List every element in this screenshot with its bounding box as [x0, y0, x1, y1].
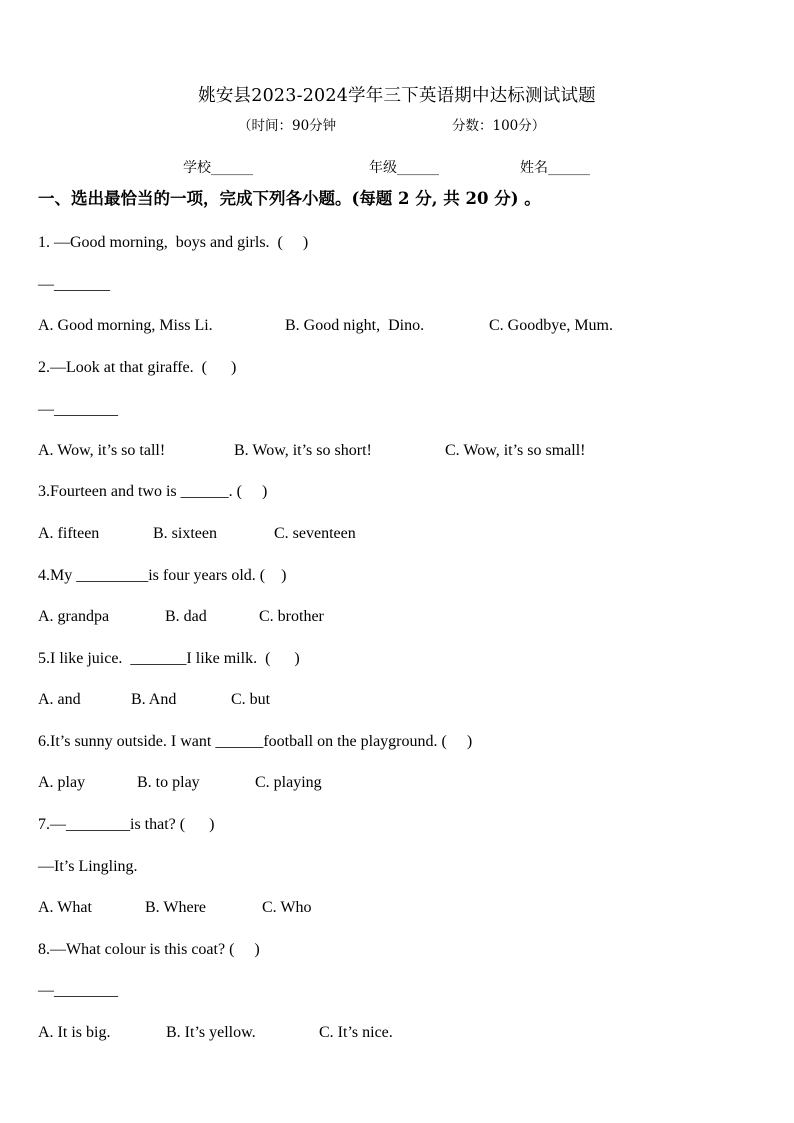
question-2-stem: 2.—Look at that giraffe. ( )	[38, 359, 237, 376]
question-6-option-a: A. play	[38, 774, 86, 791]
section-heading: 一、选出最恰当的一项，完成下列各小题。(每题 2 分, 共 20 分) 。	[38, 189, 541, 208]
exam-title: 姚安县2023-2024学年三下英语期中达标测试试题	[198, 86, 596, 106]
question-7-answer-line: —It’s Lingling.	[38, 858, 138, 875]
question-2-option-c: C. Wow, it’s so small!	[445, 442, 586, 459]
question-1-option-b: B. Good night, Dino.	[285, 317, 425, 334]
question-5-option-c: C. but	[231, 691, 271, 708]
grade-field: 年级______	[369, 160, 439, 176]
question-1-answer-line: —_______	[38, 276, 110, 293]
question-7-option-b: B. Where	[145, 899, 207, 916]
question-2-answer-line: —________	[38, 401, 118, 418]
question-1-option-c: C. Goodbye, Mum.	[489, 317, 613, 334]
question-1-option-a: A. Good morning, Miss Li.	[38, 317, 213, 334]
question-4-option-a: A. grandpa	[38, 608, 110, 625]
question-4-option-b: B. dad	[165, 608, 207, 625]
exam-score: 分数：100分）	[452, 118, 546, 134]
question-5-stem: 5.I like juice. _______I like milk. ( )	[38, 650, 300, 667]
question-7-option-a: A. What	[38, 899, 92, 916]
question-5-option-a: A. and	[38, 691, 81, 708]
question-5-option-b: B. And	[131, 691, 177, 708]
question-8-option-a: A. It is big.	[38, 1024, 111, 1041]
question-6-stem: 6.It’s sunny outside. I want ______football on the playground. ( )	[38, 733, 473, 750]
question-7-stem: 7.—________is that? ( )	[38, 816, 215, 833]
question-3-option-c: C. seventeen	[274, 525, 356, 542]
question-1-stem: 1. —Good morning, boys and girls. ( )	[38, 234, 309, 251]
question-8-answer-line: —________	[38, 982, 118, 999]
school-field: 学校______	[183, 160, 253, 176]
question-8-option-c: C. It’s nice.	[319, 1024, 393, 1041]
question-8-option-b: B. It’s yellow.	[166, 1024, 256, 1041]
exam-time: （时间：90分钟	[238, 118, 337, 134]
question-4-stem: 4.My _________is four years old. ( )	[38, 567, 287, 584]
question-2-option-b: B. Wow, it’s so short!	[234, 442, 372, 459]
question-2-option-a: A. Wow, it’s so tall!	[38, 442, 166, 459]
question-7-option-c: C. Who	[262, 899, 312, 916]
name-field: 姓名______	[520, 160, 590, 176]
question-4-option-c: C. brother	[259, 608, 324, 625]
question-6-option-b: B. to play	[137, 774, 200, 791]
question-6-option-c: C. playing	[255, 774, 322, 791]
question-3-stem: 3.Fourteen and two is ______. ( )	[38, 483, 268, 500]
question-8-stem: 8.—What colour is this coat? ( )	[38, 941, 260, 958]
question-3-option-a: A. fifteen	[38, 525, 100, 542]
question-3-option-b: B. sixteen	[153, 525, 217, 542]
